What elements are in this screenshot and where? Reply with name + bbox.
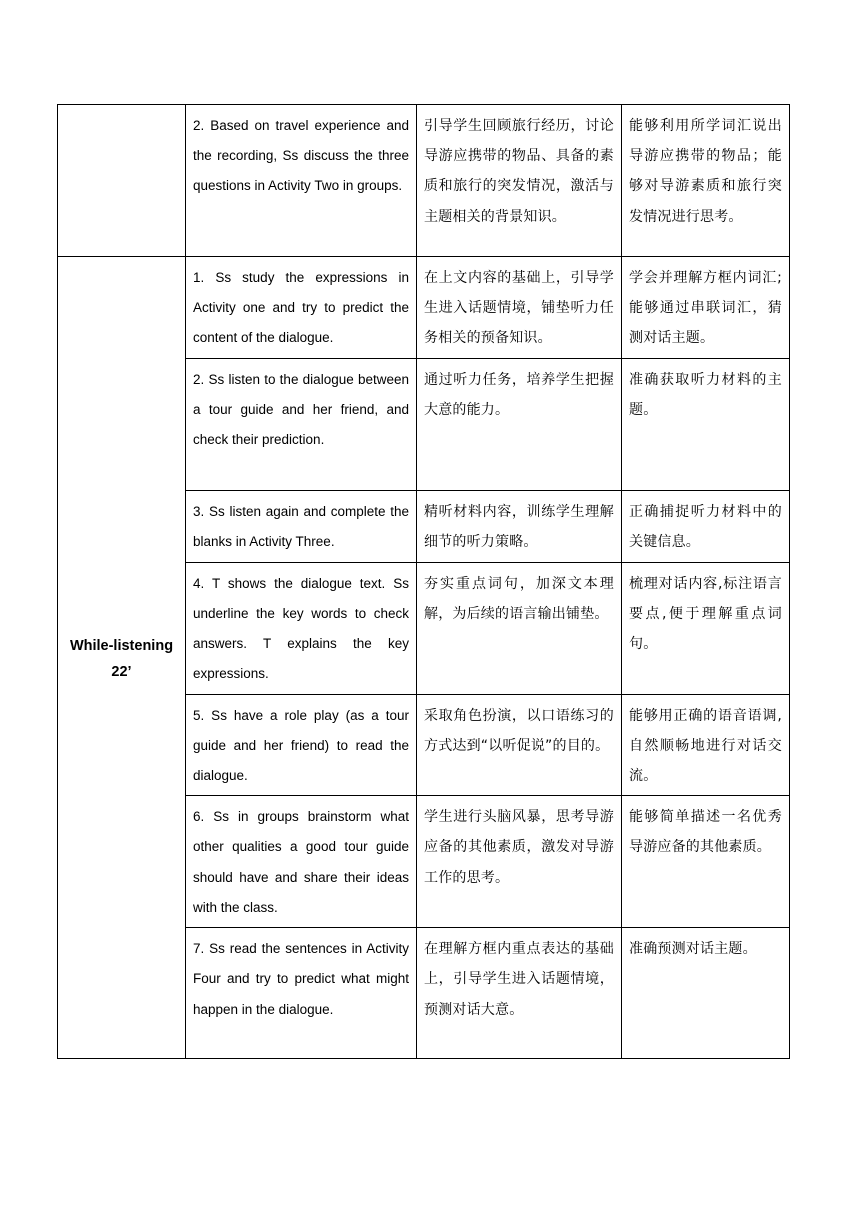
table-row bbox=[58, 257, 790, 359]
outcome-cell: 梳理对话内容,标注语言要点,便于理解重点词句。 bbox=[622, 562, 790, 694]
outcome-cell: 准确获取听力材料的主题。 bbox=[622, 358, 790, 490]
activity-cell: 2. Based on travel experience and the recording, Ss discuss the three questions in Activity Two in groups. bbox=[186, 105, 417, 257]
activity-cell: 2. Ss listen to the dialogue between a tour guide and her friend, and check their prediction. bbox=[186, 358, 417, 490]
purpose-cell: 引导学生回顾旅行经历，讨论导游应携带的物品、具备的素质和旅行的突发情况，激活与主题相关的背景知识。 bbox=[417, 105, 622, 257]
activity-cell: 6. Ss in groups brainstorm what other qualities a good tour guide should have and share their ideas with the class. bbox=[186, 796, 417, 928]
stage-cell-empty bbox=[58, 105, 186, 257]
activity-cell: 1. Ss study the expressions in Activity one and try to predict the content of the dialogue. bbox=[186, 257, 417, 359]
purpose-cell: 夯实重点词句，加深文本理解，为后续的语言输出铺垫。 bbox=[417, 562, 622, 694]
purpose-cell: 通过听力任务，培养学生把握大意的能力。 bbox=[417, 358, 622, 490]
purpose-cell: 采取角色扮演，以口语练习的方式达到“以听促说”的目的。 bbox=[417, 694, 622, 796]
lesson-plan-table bbox=[57, 104, 790, 1059]
outcome-cell: 准确预测对话主题。 bbox=[622, 928, 790, 1059]
table-row bbox=[58, 105, 790, 257]
stage-time: 22’ bbox=[111, 663, 132, 680]
purpose-cell: 精听材料内容，训练学生理解细节的听力策略。 bbox=[417, 490, 622, 562]
outcome-cell: 学会并理解方框内词汇;能够通过串联词汇，猜测对话主题。 bbox=[622, 257, 790, 359]
outcome-cell: 正确捕捉听力材料中的关键信息。 bbox=[622, 490, 790, 562]
activity-cell: 3. Ss listen again and complete the blanks in Activity Three. bbox=[186, 490, 417, 562]
outcome-cell: 能够用正确的语音语调,自然顺畅地进行对话交流。 bbox=[622, 694, 790, 796]
stage-cell-while-listening bbox=[58, 257, 186, 1059]
outcome-cell: 能够简单描述一名优秀导游应备的其他素质。 bbox=[622, 796, 790, 928]
stage-name: While-listening bbox=[69, 637, 174, 654]
activity-cell: 4. T shows the dialogue text. Ss underline the key words to check answers. T explains the key expressions. bbox=[186, 562, 417, 694]
activity-cell: 5. Ss have a role play (as a tour guide and her friend) to read the dialogue. bbox=[186, 694, 417, 796]
purpose-cell: 在理解方框内重点表达的基础上，引导学生进入话题情境，预测对话大意。 bbox=[417, 928, 622, 1059]
purpose-cell: 在上文内容的基础上，引导学生进入话题情境，铺垫听力任务相关的预备知识。 bbox=[417, 257, 622, 359]
outcome-cell: 能够利用所学词汇说出导游应携带的物品；能够对导游素质和旅行突发情况进行思考。 bbox=[622, 105, 790, 257]
activity-cell: 7. Ss read the sentences in Activity Four and try to predict what might happen in the dialogue. bbox=[186, 928, 417, 1059]
purpose-cell: 学生进行头脑风暴，思考导游应备的其他素质，激发对导游工作的思考。 bbox=[417, 796, 622, 928]
